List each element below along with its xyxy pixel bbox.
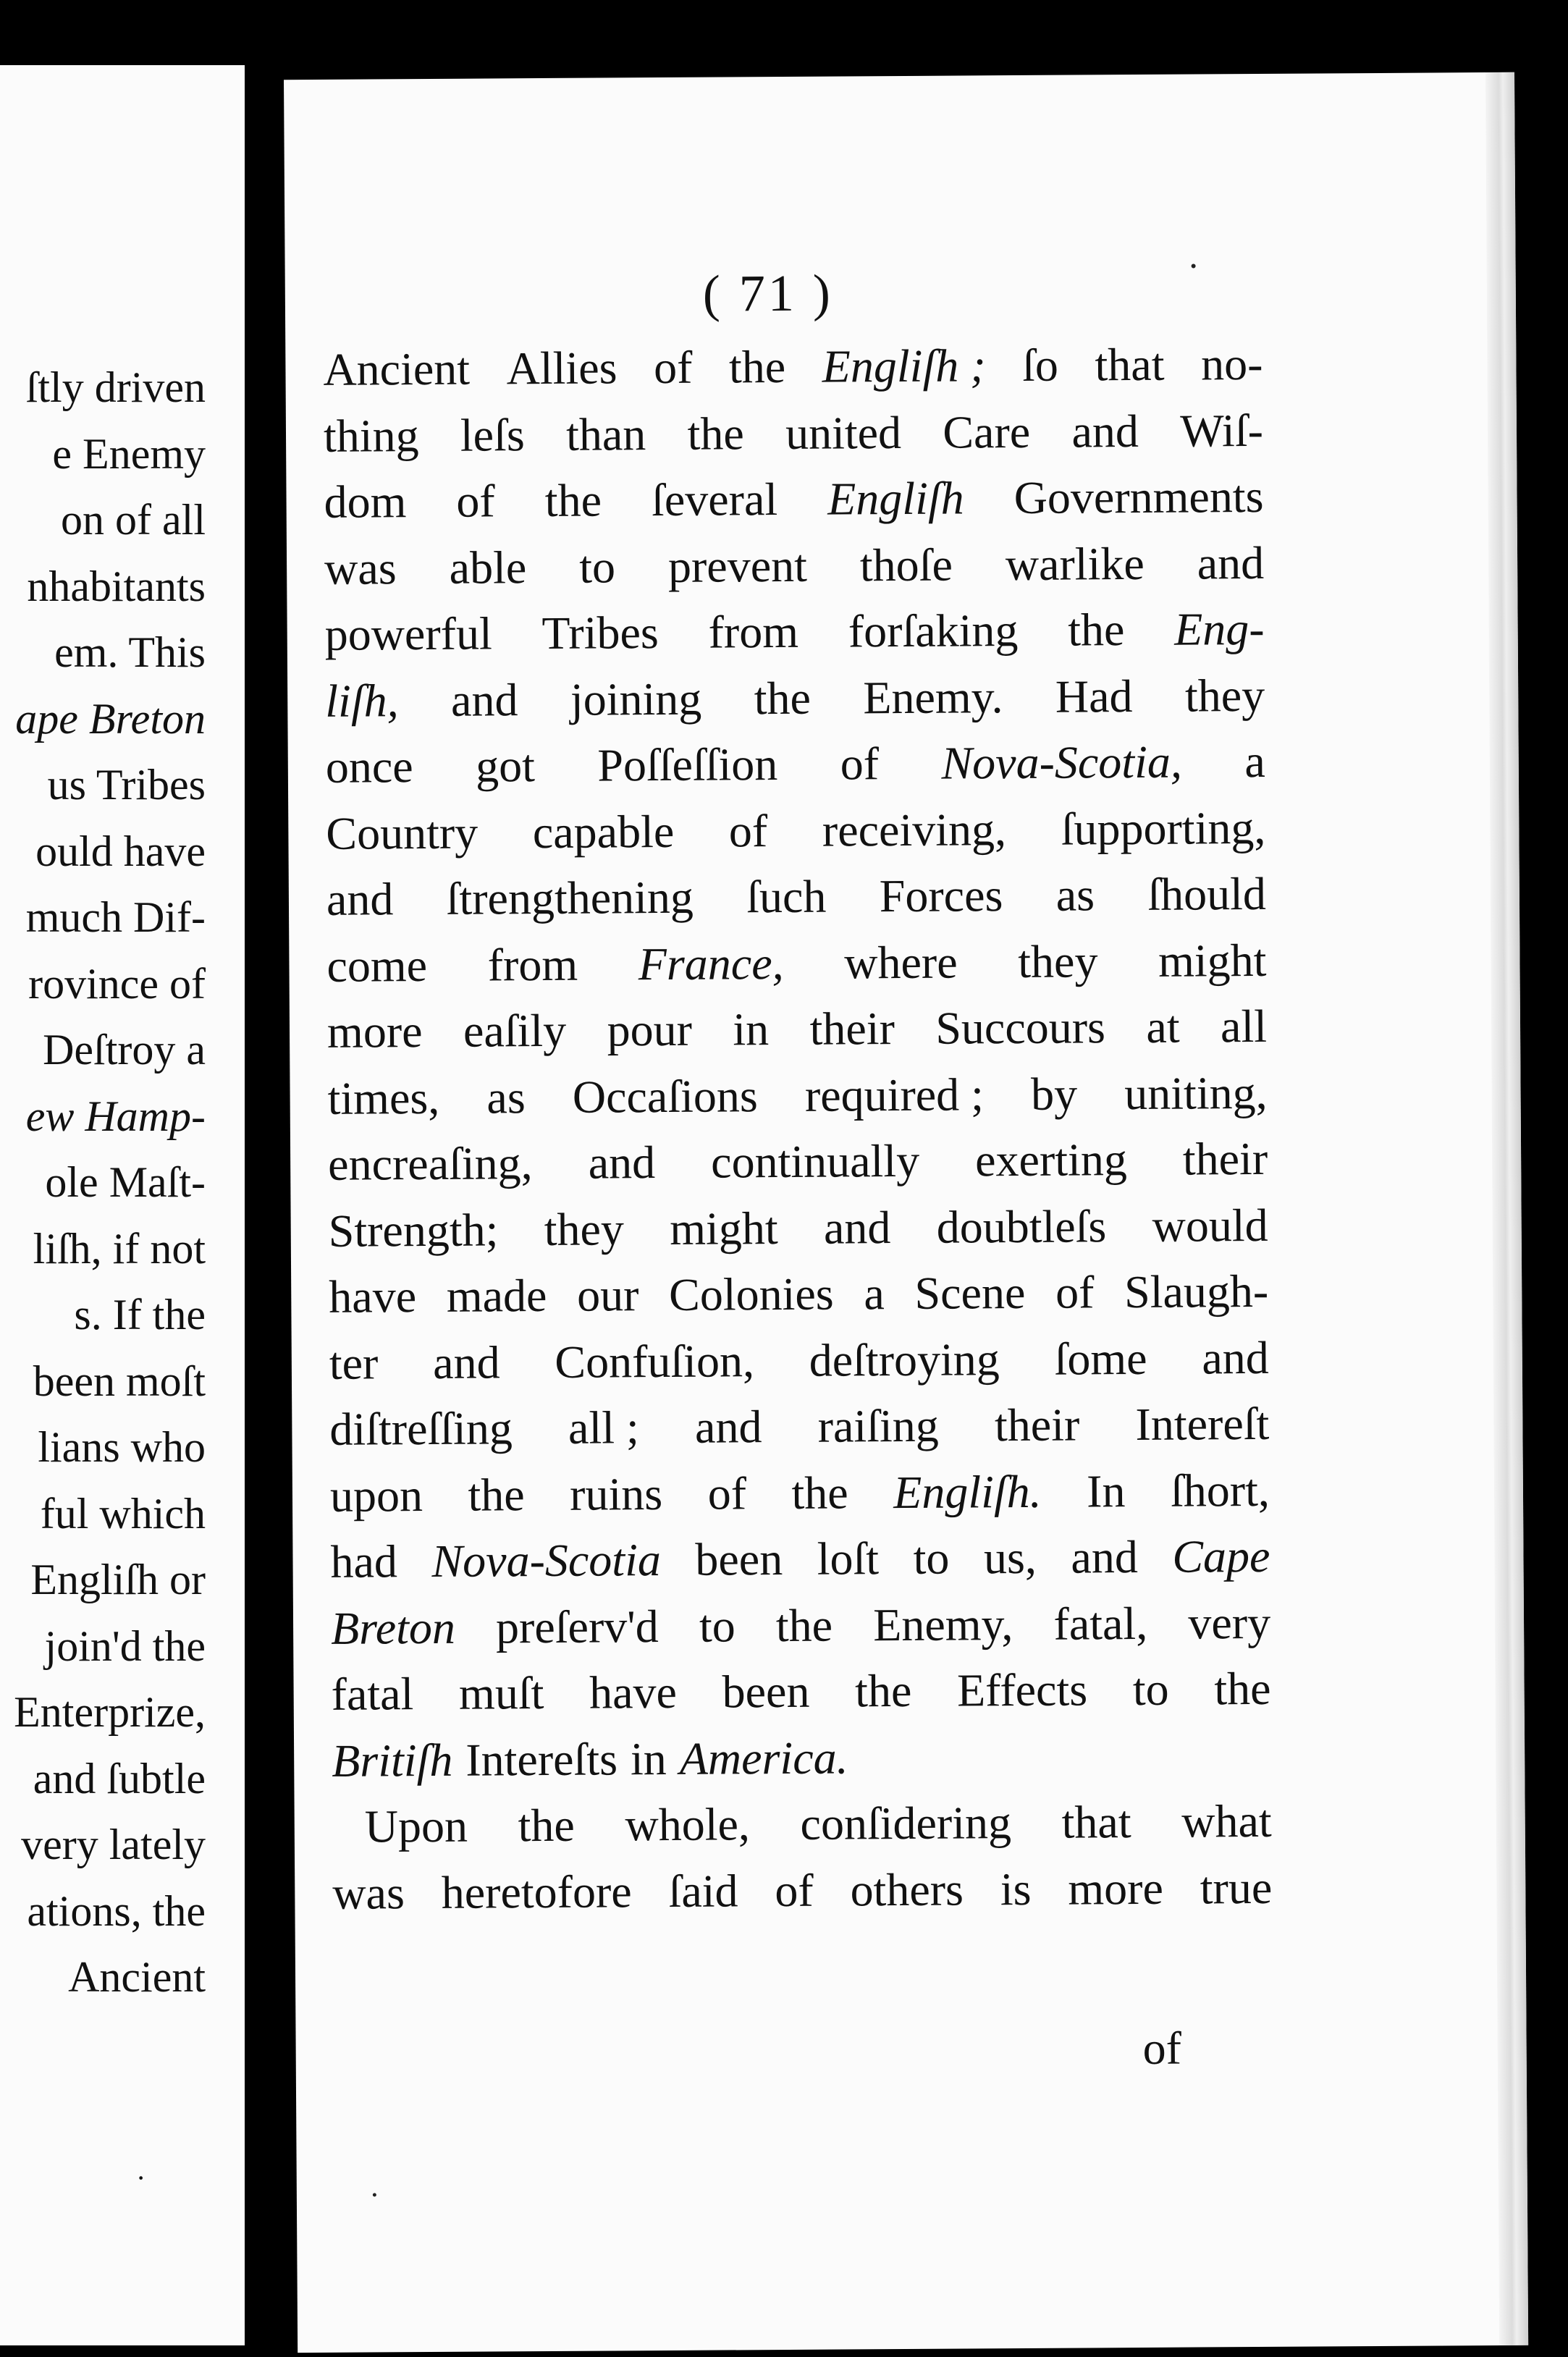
word: is [1000, 1863, 1032, 1915]
text-line [330, 1456, 1270, 1528]
word: and [1071, 405, 1139, 458]
word: to [579, 540, 616, 593]
word: Engliſh ; [822, 340, 986, 392]
word: the [1067, 604, 1125, 656]
word: Nova-Scotia [431, 1534, 662, 1587]
word: of [775, 1864, 814, 1916]
left-line: and ſubtle [33, 1754, 206, 1802]
left-line: ſtly driven [25, 363, 206, 411]
word: what [1181, 1795, 1272, 1847]
left-line: Enterprize, [14, 1688, 206, 1736]
word: Enemy. [863, 670, 1003, 723]
text-line [326, 861, 1267, 932]
word: Scene [914, 1266, 1026, 1319]
word: able [449, 541, 527, 594]
text-line [329, 1258, 1269, 1330]
word: that [1095, 338, 1165, 391]
word: they [1018, 935, 1098, 987]
left-line: lians who [38, 1423, 206, 1471]
word: was [332, 1866, 405, 1919]
word: liſh, [325, 674, 399, 727]
text-line [323, 331, 1263, 402]
word: Country [326, 806, 479, 859]
word: would [1152, 1199, 1268, 1252]
word: us, [983, 1531, 1037, 1584]
word: Care [943, 405, 1031, 458]
word: raiſing [817, 1399, 939, 1452]
left-line: nhabitants [27, 562, 206, 610]
text-line [326, 794, 1266, 866]
text-line [328, 1192, 1268, 1263]
word: France, [638, 937, 784, 990]
word: ſhould [1147, 867, 1267, 920]
word: of [728, 804, 768, 856]
word: forſaking [848, 604, 1019, 657]
word: a [1244, 735, 1265, 788]
word: upon [329, 1469, 423, 1522]
word: more [326, 1005, 423, 1058]
word: the [791, 1466, 848, 1519]
word: Intereſt [1135, 1397, 1270, 1451]
left-line: ape Breton [15, 694, 206, 743]
text-line [331, 1589, 1271, 1661]
word: heretofore [441, 1865, 632, 1918]
left-line: ful which [40, 1489, 206, 1538]
left-line: been moſt [33, 1357, 206, 1405]
word: whole, [625, 1798, 751, 1851]
word: our [576, 1269, 639, 1321]
word: by [1030, 1068, 1078, 1120]
left-line: Ancient [68, 1953, 206, 2001]
word: Eng- [1173, 602, 1265, 655]
word: the [518, 1799, 576, 1852]
word: as [486, 1071, 526, 1123]
word: got [475, 740, 536, 792]
word: than [565, 408, 646, 460]
text-line [324, 529, 1265, 601]
word: have [589, 1666, 678, 1719]
word: ſaid [668, 1864, 738, 1917]
word: continually [710, 1134, 920, 1188]
word: Allies [506, 342, 617, 395]
word: exerting [974, 1134, 1128, 1186]
word: and [1202, 1331, 1270, 1383]
right-page [284, 72, 1528, 2353]
word: to [913, 1532, 950, 1584]
word: warlike [1005, 537, 1145, 590]
word: of [707, 1467, 747, 1519]
word: loſt [817, 1532, 880, 1585]
left-line: ole Maſt- [45, 1158, 206, 1206]
word: have [329, 1270, 417, 1323]
word: ruins [569, 1467, 663, 1520]
word: Strength; [328, 1203, 499, 1257]
word: Breton [330, 1601, 456, 1654]
text-line [329, 1391, 1270, 1462]
word: the [728, 340, 786, 393]
word: to [1132, 1663, 1169, 1716]
word: been [722, 1665, 810, 1718]
word: capable [532, 805, 675, 858]
word: ſuch [746, 870, 827, 923]
word: might [1158, 934, 1267, 987]
left-line: ations, the [27, 1886, 206, 1935]
left-line: ould have [35, 827, 206, 875]
word: the [544, 474, 602, 526]
word: Poſſeſſion [597, 738, 778, 791]
word: Britiſh [331, 1734, 453, 1787]
word: preſerv'd [495, 1600, 659, 1653]
word: Succours [935, 1001, 1106, 1054]
word: and [1071, 1531, 1139, 1583]
word: the [687, 407, 744, 460]
text-line [327, 1059, 1268, 1131]
word: ter [329, 1336, 379, 1389]
word: ſtrengthening [446, 871, 694, 924]
word: was [324, 541, 397, 594]
word: ſo [1021, 339, 1059, 391]
word: from [708, 605, 799, 658]
word: ſupporting, [1061, 801, 1266, 855]
word: once [325, 741, 413, 793]
word: Colonies [668, 1268, 834, 1320]
text-line [324, 397, 1264, 468]
left-line: on of all [61, 496, 206, 544]
word: In [1086, 1464, 1126, 1517]
word: required ; [804, 1068, 985, 1121]
word: powerful [324, 607, 492, 660]
text-line [327, 993, 1268, 1065]
word: where [844, 936, 958, 988]
word: Enemy, [873, 1598, 1013, 1650]
word: joining [570, 672, 702, 725]
word: been [695, 1533, 783, 1585]
word: and [823, 1201, 891, 1254]
word: to [699, 1599, 735, 1652]
text-line [332, 1721, 1272, 1793]
left-page [0, 65, 245, 2345]
word: thing [323, 409, 419, 462]
text-line [324, 596, 1265, 667]
word: Had [1055, 670, 1133, 722]
word: America. [679, 1731, 848, 1784]
word: encreaſing, [327, 1137, 533, 1190]
word: in [733, 1003, 770, 1055]
ink-speck [1192, 264, 1196, 269]
word: more [1068, 1862, 1164, 1915]
catchword: of [1142, 2022, 1182, 2074]
word: eaſily [463, 1004, 567, 1057]
word: Governments [1013, 470, 1264, 524]
word: that [1061, 1796, 1131, 1848]
ink-speck: · [136, 2162, 146, 2194]
word: dom [324, 476, 407, 528]
word: no- [1200, 337, 1263, 390]
word: they [544, 1202, 625, 1255]
word: times, [327, 1071, 440, 1124]
word: all [1220, 1000, 1268, 1053]
word: uniting, [1124, 1066, 1268, 1119]
left-line: Engliſh or [30, 1556, 206, 1603]
text-line [330, 1523, 1270, 1595]
word: others [850, 1863, 964, 1915]
word: Upon [364, 1800, 468, 1852]
word: of [1055, 1266, 1095, 1318]
word: at [1146, 1000, 1180, 1053]
left-line: ew Hamp- [25, 1092, 206, 1140]
word: as [1055, 869, 1095, 921]
text-line [332, 1854, 1273, 1926]
left-page-text [14, 355, 206, 2011]
word: ſome [1054, 1332, 1147, 1385]
word: they [1184, 669, 1265, 722]
word: come [326, 939, 428, 992]
left-line: e Enemy [52, 429, 206, 478]
word: the [468, 1468, 525, 1521]
word: the [1214, 1662, 1271, 1715]
word: fatal [331, 1668, 414, 1720]
left-line: em. This [54, 628, 206, 676]
word: united [785, 406, 902, 459]
word: Slaugh- [1124, 1265, 1269, 1318]
word: Engliſh [827, 472, 964, 525]
word: might [670, 1202, 778, 1255]
word: diſtreſſing [329, 1402, 513, 1455]
ink-speck [373, 2193, 376, 2196]
word: and [450, 673, 518, 726]
word: a [864, 1268, 885, 1320]
word: very [1188, 1596, 1271, 1649]
text-line [326, 728, 1266, 800]
text-line [324, 463, 1264, 535]
word: their [994, 1399, 1080, 1451]
word: and [326, 873, 394, 925]
left-line: s. If the [74, 1291, 206, 1338]
word: pour [607, 1003, 693, 1056]
word: Nova-Scotia, [941, 735, 1183, 789]
word: their [1182, 1132, 1268, 1185]
left-line: Deſtroy a [43, 1026, 206, 1074]
word: and [588, 1137, 656, 1189]
page-edge [1485, 72, 1528, 2345]
word: Occaſions [572, 1069, 759, 1123]
left-line: much Dif- [25, 893, 206, 941]
word: of [653, 341, 693, 394]
word: of [456, 475, 495, 527]
word: Wiſ- [1179, 404, 1264, 457]
word: thoſe [859, 539, 953, 591]
page-number: ( 71 ) [702, 263, 834, 323]
word: Cape [1172, 1530, 1270, 1582]
left-line: liſh, if not [33, 1224, 206, 1273]
word: made [446, 1270, 547, 1322]
text-line [332, 1788, 1272, 1860]
word: in [630, 1732, 667, 1784]
word: Effects [956, 1664, 1088, 1716]
word: and [1197, 536, 1265, 589]
left-line: join'd the [44, 1622, 206, 1670]
left-line: rovince of [28, 959, 206, 1008]
word: the [854, 1664, 912, 1717]
word: muſt [458, 1667, 544, 1719]
word: ſhort, [1170, 1464, 1270, 1517]
word: Tribes [541, 607, 659, 659]
word: and [694, 1401, 762, 1453]
text-line [329, 1324, 1270, 1396]
left-line: very lately [21, 1821, 206, 1868]
text-line [325, 662, 1265, 733]
word: Confuſion, [555, 1334, 755, 1388]
text-line [328, 1126, 1268, 1197]
word: doubtleſs [936, 1199, 1107, 1253]
word: Forces [879, 869, 1003, 922]
word: prevent [667, 539, 808, 592]
word: conſidering [800, 1797, 1012, 1850]
word: from [487, 938, 578, 990]
word: Engliſh. [893, 1465, 1042, 1518]
word: fatal, [1053, 1597, 1148, 1650]
word: the [754, 672, 812, 724]
right-page-text [323, 331, 1272, 1926]
word: ſeveral [651, 473, 778, 526]
word: receiving, [822, 803, 1007, 856]
word: and [432, 1336, 500, 1388]
word: of [840, 738, 880, 790]
left-line: us Tribes [47, 761, 206, 809]
word: their [809, 1003, 895, 1055]
word: the [775, 1599, 833, 1651]
text-line [326, 927, 1267, 998]
word: leſs [460, 408, 525, 461]
word: Intereſts [465, 1732, 618, 1786]
word: deſtroying [809, 1333, 1000, 1386]
text-line [331, 1656, 1271, 1727]
word: Ancient [323, 342, 471, 395]
word: all ; [568, 1401, 640, 1454]
word: true [1200, 1861, 1273, 1914]
word: had [330, 1535, 398, 1588]
